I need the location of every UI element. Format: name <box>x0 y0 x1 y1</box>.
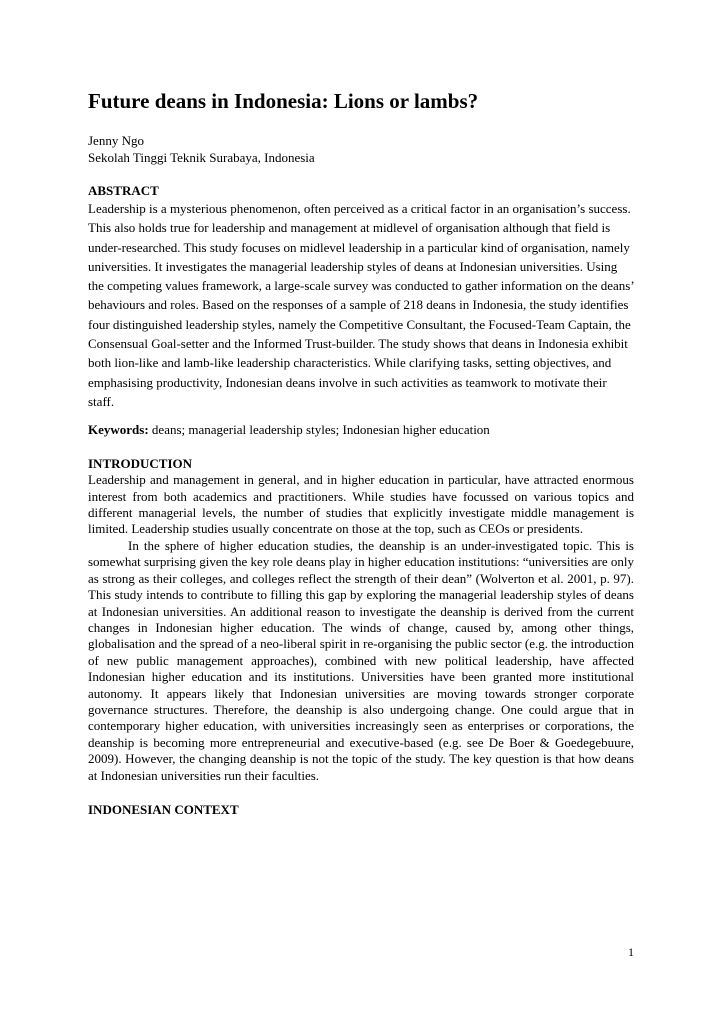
paper-title: Future deans in Indonesia: Lions or lambs? <box>88 89 479 113</box>
author-affiliation: Sekolah Tinggi Teknik Surabaya, Indonesia <box>88 150 315 165</box>
keywords-text: deans; managerial leadership styles; Indonesian higher education <box>148 422 490 438</box>
introduction-heading: INTRODUCTION <box>88 456 193 472</box>
indonesian-context-heading: INDONESIAN CONTEXT <box>88 801 239 817</box>
abstract-heading: ABSTRACT <box>88 183 159 198</box>
introduction-paragraph-2: In the sphere of higher education studies, the deanship is an under-investigated topic. This is somewhat surprising given the key role deans play in higher education institutions: “universities are only as strong as their colleges, and colleges reflect the strength of their dean” (Wolverton et al. 2001, p. 97). This study intends to contribute to filling this gap by exploring the managerial leadership styles of deans at Indonesian universities. An additional reason to investigate the deanship is derived from the current changes in Indonesian higher education. The winds of change, caused by, among other things, globalisation and the spread of a neo-liberal spirit in re-organising the public sector (e.g. the introduction of new public management approaches), combined with new political leadership, have affected Indonesian higher education and its institutions. Universities have been granted more institutional autonomy. It appears likely that Indonesian universities are moving towards stronger corporate governance structures. Therefore, the deanship is also undergoing change. One could argue that in contemporary higher education, with universities increasingly seen as enterprises or corporations, the deanship is becoming more entrepreneurial and executive-based (e.g. see De Boer & Goedegebuure, 2009). However, the changing deanship is not the topic of the study. The key question is that how deans at Indonesian universities run their faculties. <box>88 537 634 783</box>
author-name: Jenny Ngo <box>88 133 144 148</box>
keywords-label: Keywords: <box>88 422 149 438</box>
introduction-paragraph-1: Leadership and management in general, and in higher education in particular, have attracted enormous interest from both academics and practitioners. While studies have focussed on various topics and different managerial levels, the number of studies that explicitly investigate middle management is limited. Leadership studies usually concentrate on those at the top, such as CEOs or presidents. <box>88 472 634 537</box>
page-number: 1 <box>628 945 634 959</box>
keywords-line <box>88 421 634 438</box>
author-block <box>88 132 634 166</box>
page-content <box>88 88 634 818</box>
abstract-text: Leadership is a mysterious phenomenon, often perceived as a critical factor in an organisation’s success. This also holds true for leadership and management at midlevel of organisation although that field is under-researched. This study focuses on midlevel leadership in a particular kind of organisation, namely universities. It investigates the managerial leadership styles of deans at Indonesian universities. Using the competing values framework, a large-scale survey was conducted to gather information on the deans’ behaviours and roles. Based on the responses of a sample of 218 deans in Indonesia, the study identifies four distinguished leadership styles, namely the Competitive Consultant, the Focused-Team Captain, the Consensual Goal-setter and the Informed Trust-builder. The study shows that deans in Indonesia exhibit both lion-like and lamb-like leadership characteristics. While clarifying tasks, setting objectives, and emphasising productivity, Indonesian deans involve in such activities as teamwork to motivate their staff. <box>88 201 634 409</box>
